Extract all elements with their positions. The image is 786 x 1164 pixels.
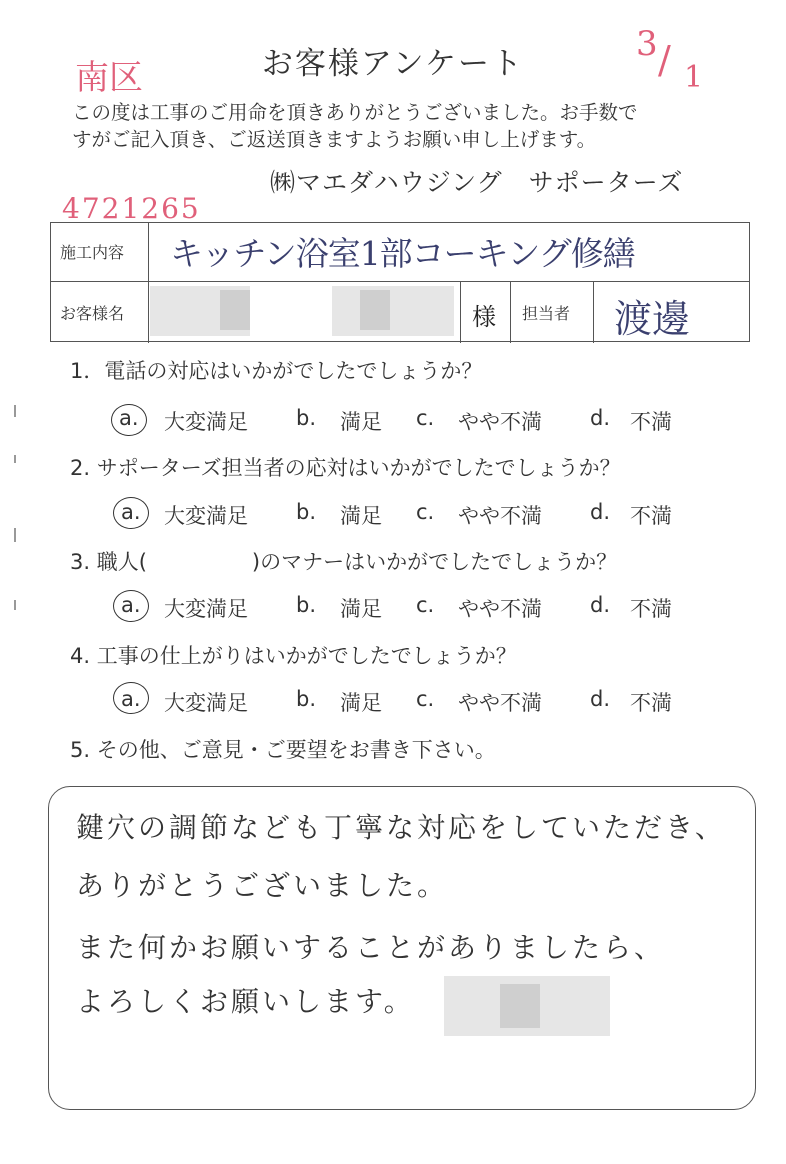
option-b[interactable]: b. — [296, 593, 317, 617]
option-d[interactable]: d. — [590, 687, 611, 711]
comment-line-2: ありがとうございました。 — [76, 869, 449, 902]
option-c[interactable]: c. — [416, 406, 435, 430]
option-b[interactable]: b. — [296, 406, 317, 430]
page-title: お客様アンケート — [261, 46, 525, 82]
option-c[interactable]: c. — [416, 687, 435, 711]
intro-line-1: この度は工事のご用命を頂きありがとうございました。お手数で — [72, 101, 638, 124]
question-5: 5. その他、ご意見・ご要望をお書き下さい。 — [70, 738, 496, 762]
work-value: キッチン浴室1部コーキング修繕 — [170, 234, 635, 273]
option-d-label: 不満 — [630, 504, 672, 528]
honorific-divider — [460, 281, 461, 343]
date-note-month: 3 — [636, 24, 658, 64]
honorific-divider-2 — [510, 281, 511, 343]
option-c-label: やや不満 — [458, 504, 542, 528]
comment-line-3: また何かお願いすることがありましたら、 — [76, 931, 666, 964]
staff-value: 渡邊 — [614, 297, 691, 341]
option-d[interactable]: d. — [590, 500, 611, 524]
date-note-day: 1 — [684, 60, 704, 95]
option-b-label: 満足 — [340, 597, 382, 621]
intro-line-2: すがご記入頂き、ご返送頂きますようお願い申し上げます。 — [72, 128, 597, 151]
option-d-label: 不満 — [630, 597, 672, 621]
staff-divider — [593, 281, 594, 343]
option-a-label: 大変満足 — [164, 410, 248, 434]
option-d[interactable]: d. — [590, 406, 611, 430]
scan-mark — [14, 600, 16, 610]
option-a-label: 大変満足 — [164, 597, 248, 621]
option-c-label: やや不満 — [458, 410, 542, 434]
option-d-label: 不満 — [630, 410, 672, 434]
scan-mark — [14, 405, 16, 417]
scan-mark — [14, 528, 16, 542]
scan-mark — [14, 455, 16, 463]
option-d-label: 不満 — [630, 691, 672, 715]
date-slash: / — [658, 38, 671, 82]
redaction-block — [500, 984, 540, 1028]
option-c-label: やや不満 — [458, 691, 542, 715]
option-c-label: やや不満 — [458, 597, 542, 621]
comment-line-4: よろしくお願いします。 — [76, 985, 415, 1018]
work-label-divider — [148, 222, 149, 343]
option-c[interactable]: c. — [416, 500, 435, 524]
redaction-block — [220, 290, 250, 330]
option-a[interactable]: a. — [121, 687, 141, 711]
option-b-label: 満足 — [340, 691, 382, 715]
staff-label: 担当者 — [522, 304, 571, 323]
option-d[interactable]: d. — [590, 593, 611, 617]
option-a[interactable]: a. — [119, 406, 139, 430]
question-2: 2. サポーターズ担当者の応対はいかがでしたでしょうか？ — [70, 456, 621, 480]
honorific: 様 — [472, 303, 496, 331]
option-a[interactable]: a. — [121, 500, 141, 524]
option-b-label: 満足 — [340, 410, 382, 434]
company-name: ㈱マエダハウジング サポーターズ — [270, 168, 684, 197]
redaction-block — [360, 290, 390, 330]
order-number-note: 4721265 — [62, 192, 201, 225]
comment-line-1: 鍵穴の調節なども丁寧な対応をしていただき、 — [76, 811, 726, 844]
option-a-label: 大変満足 — [164, 504, 248, 528]
question-1: 1．電話の対応はいかがでしたでしょうか？ — [70, 359, 483, 383]
customer-name-label: お客様名 — [60, 304, 125, 323]
work-label: 施工内容 — [60, 243, 125, 262]
area-note: 南区 — [75, 58, 143, 98]
question-3: 3. 職人( )のマナーはいかがでしたでしょうか？ — [70, 550, 618, 574]
option-a-label: 大変満足 — [164, 691, 248, 715]
question-4: 4. 工事の仕上がりはいかがでしたでしょうか？ — [70, 644, 517, 668]
option-a[interactable]: a. — [121, 593, 141, 617]
option-b-label: 満足 — [340, 504, 382, 528]
option-b[interactable]: b. — [296, 500, 317, 524]
option-b[interactable]: b. — [296, 687, 317, 711]
option-c[interactable]: c. — [416, 593, 435, 617]
redaction-block — [402, 286, 454, 336]
